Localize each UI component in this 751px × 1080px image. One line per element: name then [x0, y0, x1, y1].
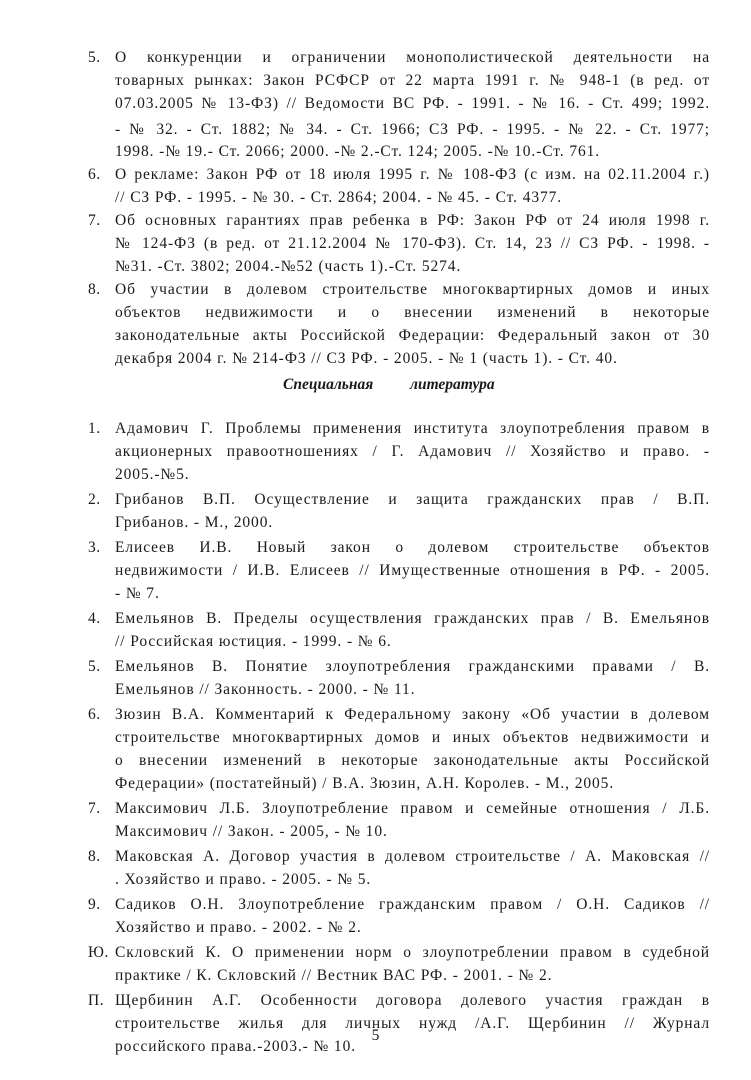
law-item-7 — [88, 209, 710, 278]
item-line: декабря 2004 г. № 214-ФЗ // СЗ РФ. - 2005. - № 1 (часть 1). - Ст. 40. — [115, 350, 618, 367]
item-number: 2. — [88, 491, 101, 508]
item-line: Адамович Г. Проблемы применения института злоупотребления правом в — [115, 420, 710, 437]
item-number: 8. — [88, 848, 101, 865]
item-line: российского права.-2003.- № 10. — [115, 1038, 357, 1055]
item-line: Щербинин А.Г. Особенности договора долевого участия граждан в — [115, 992, 710, 1009]
item-line: Емельянов // Законность. - 2000. - № 11. — [115, 681, 416, 698]
item-line: недвижимости / И.В. Елисеев // Имущественные отношения в РФ. - 2005. — [115, 562, 710, 579]
heading-word-2: литература — [410, 376, 495, 393]
item-number: 4. — [88, 610, 101, 627]
item-line: 2005.-№5. — [115, 466, 190, 483]
literature-item — [88, 488, 710, 534]
item-number: 3. — [88, 539, 101, 556]
item-line: 1998. -№ 19.- Ст. 2066; 2000. -№ 2.-Ст. 124; 2005. -№ 10.-Ст. 761. — [115, 143, 601, 160]
item-line: Максимович Л.Б. Злоупотребление правом и семейные отношения / Л.Б. — [115, 800, 710, 817]
law-item-8 — [88, 278, 710, 370]
literature-item — [88, 989, 710, 1058]
item-line: Елисеев И.В. Новый закон о долевом строительстве объектов — [115, 539, 710, 556]
item-line: // СЗ РФ. - 1995. - № 30. - Ст. 2864; 2004. - № 45. - Ст. 4377. — [115, 189, 563, 206]
heading-word-1: Специальная — [283, 376, 374, 393]
item-line: Об основных гарантиях прав ребенка в РФ: Закон РФ от 24 июля 1998 г. — [115, 212, 710, 229]
page-number: 5 — [371, 1027, 380, 1044]
item-line: законодательные акты Российской Федерации: Федеральный закон от 30 — [115, 327, 710, 344]
item-number: 6. — [88, 166, 101, 183]
item-line: Федерации» (постатейный) / В.А. Зюзин, А.Н. Королев. - М., 2005. — [115, 775, 615, 792]
item-line: // Российская юстиция. - 1999. - № 6. — [115, 633, 392, 650]
item-line: №31. -Ст. 3802; 2004.-№52 (часть 1).-Ст. 5274. — [115, 258, 462, 275]
literature-item — [88, 845, 710, 891]
item-line: № 124-ФЗ (в ред. от 21.12.2004 № 170-ФЗ). Ст. 14, 23 // СЗ РФ. - 1998. - — [115, 235, 710, 252]
item-line: Маковская А. Договор участия в долевом строительстве / А. Маковская // — [115, 848, 710, 865]
literature-item — [88, 417, 710, 486]
item-number: Ю. — [88, 944, 109, 961]
item-line: Грибанов. - М., 2000. — [115, 514, 274, 531]
item-number: 7. — [88, 800, 101, 817]
section-heading — [0, 373, 751, 397]
item-line: товарных рынках: Закон РСФСР от 22 марта 1991 г. № 948-1 (в ред. от — [115, 72, 710, 89]
item-line: Садиков О.Н. Злоупотребление гражданским правом / О.Н. Садиков // — [115, 896, 710, 913]
literature-item — [88, 797, 710, 843]
item-number: 8. — [88, 281, 101, 298]
item-line: 07.03.2005 № 13-ФЗ) // Ведомости ВС РФ. - 1991. - № 16. - Ст. 499; 1992. — [115, 95, 710, 112]
item-line: Грибанов В.П. Осуществление и защита гражданских прав / В.П. — [115, 491, 710, 508]
item-number: П. — [88, 992, 105, 1009]
item-number: 9. — [88, 896, 101, 913]
item-line: строительстве жилья для личных нужд /А.Г. Щербинин // Журнал — [115, 1015, 710, 1032]
item-line: строительстве многоквартирных домов и иных объектов недвижимости и — [115, 729, 710, 746]
literature-item — [88, 536, 710, 605]
item-number: 7. — [88, 212, 101, 229]
item-line: Максимович // Закон. - 2005, - № 10. — [115, 823, 388, 840]
item-line: Об участии в долевом строительстве многоквартирных домов и иных — [115, 281, 710, 298]
item-line: Емельянов В. Пределы осуществления гражданских прав / В. Емельянов — [115, 610, 710, 627]
item-line: Хозяйство и право. - 2002. - № 2. — [115, 919, 362, 936]
item-line: Зюзин В.А. Комментарий к Федеральному закону «Об участии в долевом — [115, 706, 710, 723]
item-line: - № 7. — [115, 585, 160, 602]
literature-item — [88, 607, 710, 653]
literature-item — [88, 941, 710, 987]
item-line: объектов недвижимости и о внесении изменений в некоторые — [115, 304, 710, 321]
item-line: . Хозяйство и право. - 2005. - № 5. — [115, 871, 372, 888]
literature-item — [88, 893, 710, 939]
item-line: о внесении изменений в некоторые законодательные акты Российской — [115, 752, 710, 769]
item-line: О рекламе: Закон РФ от 18 июля 1995 г. № 108-ФЗ (с изм. на 02.11.2004 г.) — [115, 166, 710, 183]
item-number: 5. — [88, 658, 101, 675]
item-number: 6. — [88, 706, 101, 723]
literature-item — [88, 703, 710, 795]
law-item-6 — [88, 163, 710, 209]
item-line: Емельянов В. Понятие злоупотребления гражданскими правами / В. — [115, 658, 710, 675]
item-number: 5. — [88, 49, 101, 66]
law-item-5 — [88, 46, 710, 163]
literature-list — [88, 417, 710, 1060]
item-line: - № 32. - Ст. 1882; № 34. - Ст. 1966; СЗ РФ. - 1995. - № 22. - Ст. 1977; — [115, 121, 710, 138]
laws-list — [88, 46, 710, 370]
item-line: Скловский К. О применении норм о злоупотреблении правом в судебной — [115, 944, 710, 961]
literature-item — [88, 655, 710, 701]
item-line: акционерных правоотношениях / Г. Адамович // Хозяйство и право. - — [115, 443, 710, 460]
item-line: О конкуренции и ограничении монополистической деятельности на — [115, 49, 710, 66]
item-number: 1. — [88, 420, 101, 437]
item-line: практике / К. Скловский // Вестник ВАС РФ. - 2001. - № 2. — [115, 967, 553, 984]
